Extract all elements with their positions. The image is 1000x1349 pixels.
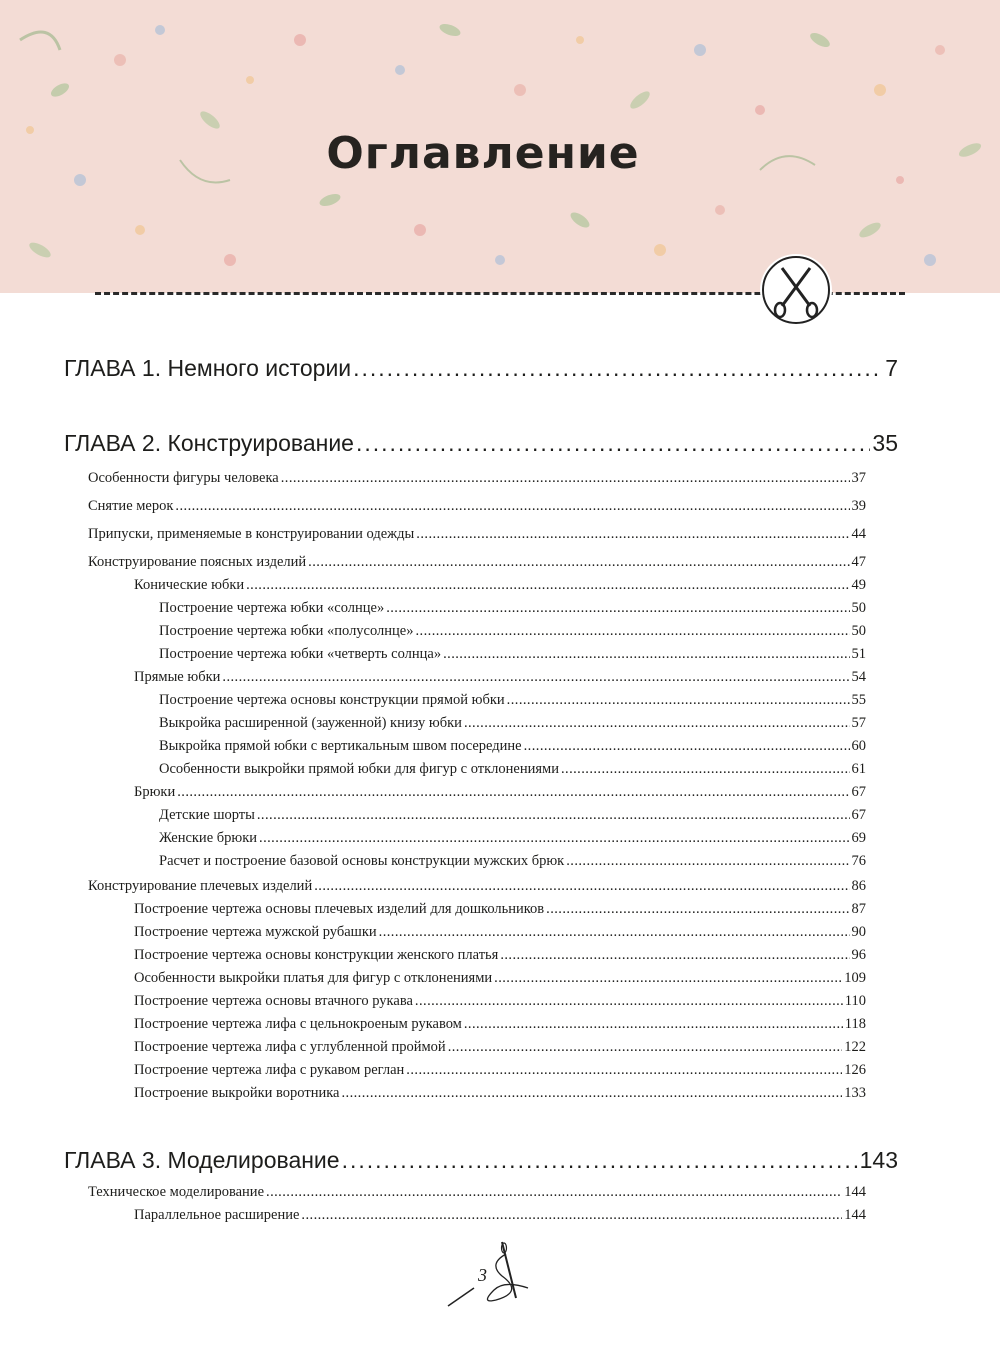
entry-label: Построение чертежа юбки «солнце» bbox=[159, 600, 385, 616]
toc-entry[interactable] bbox=[134, 993, 866, 1010]
toc-entry[interactable] bbox=[134, 1016, 866, 1033]
entry-label: Выкройка прямой юбки с вертикальным швом посередине bbox=[159, 738, 522, 754]
leader-dots bbox=[500, 947, 849, 964]
toc-entry[interactable] bbox=[134, 970, 866, 987]
entry-page: 144 bbox=[844, 1184, 866, 1200]
entry-page: 54 bbox=[851, 669, 866, 685]
entry-label: Построение чертежа основы конструкции прямой юбки bbox=[159, 692, 505, 708]
toc-entry[interactable] bbox=[159, 807, 866, 824]
toc-entry[interactable] bbox=[159, 853, 866, 870]
entry-page: 39 bbox=[851, 498, 866, 514]
leader-dots bbox=[416, 623, 850, 640]
leader-dots bbox=[308, 554, 849, 571]
entry-label: Построение чертежа основы втачного рукава bbox=[134, 993, 413, 1009]
toc-entry[interactable] bbox=[134, 1085, 866, 1102]
entry-page: 109 bbox=[844, 970, 866, 986]
leader-dots bbox=[177, 784, 849, 801]
leader-dots bbox=[379, 924, 850, 941]
toc-entry[interactable] bbox=[88, 498, 866, 515]
chapter-label: ГЛАВА 2. Конструирование bbox=[64, 430, 354, 456]
entry-label: Снятие мерок bbox=[88, 498, 174, 514]
entry-label: Техническое моделирование bbox=[88, 1184, 265, 1200]
toc-entry[interactable] bbox=[159, 830, 866, 847]
entry-label: Припуски, применяемые в конструировании одежды bbox=[88, 526, 415, 542]
leader-dots bbox=[175, 498, 849, 515]
leader-dots bbox=[386, 600, 849, 617]
entry-label: Построение чертежа юбки «четверть солнца» bbox=[159, 646, 442, 662]
leader-dots bbox=[353, 355, 883, 382]
entry-page: 60 bbox=[851, 738, 866, 754]
entry-page: 122 bbox=[844, 1039, 866, 1055]
entry-label: Конструирование поясных изделий bbox=[88, 554, 307, 570]
entry-page: 76 bbox=[851, 853, 866, 869]
toc-entry[interactable] bbox=[134, 1062, 866, 1079]
entry-page: 61 bbox=[851, 761, 866, 777]
entry-page: 126 bbox=[844, 1062, 866, 1078]
toc-entry[interactable] bbox=[134, 784, 866, 801]
toc-entry[interactable] bbox=[134, 901, 866, 918]
entry-label: Построение чертежа юбки «полусолнце» bbox=[159, 623, 414, 639]
chapter-label: ГЛАВА 3. Моделирование bbox=[64, 1147, 340, 1173]
toc-entry[interactable] bbox=[134, 1039, 866, 1056]
toc-entry[interactable] bbox=[159, 715, 866, 732]
entry-label: Женские брюки bbox=[159, 830, 258, 846]
entry-label: Особенности выкройки прямой юбки для фигур с отклонениями bbox=[159, 761, 559, 777]
entry-label: Построение чертежа лифа с цельнокроеным рукавом bbox=[134, 1016, 462, 1032]
entry-label: Конические юбки bbox=[134, 577, 245, 593]
toc-entry[interactable] bbox=[134, 669, 866, 686]
entry-page: 87 bbox=[851, 901, 866, 917]
entry-page: 90 bbox=[851, 924, 866, 940]
needle-thread-icon bbox=[440, 1236, 550, 1316]
entry-page: 96 bbox=[851, 947, 866, 963]
chapter-label: ГЛАВА 1. Немного истории bbox=[64, 355, 352, 381]
leader-dots bbox=[257, 807, 850, 824]
toc-entry[interactable] bbox=[134, 947, 866, 964]
leader-dots bbox=[406, 1062, 842, 1079]
entry-page: 67 bbox=[851, 807, 866, 823]
entry-page: 44 bbox=[851, 526, 866, 542]
entry-page: 67 bbox=[851, 784, 866, 800]
leader-dots bbox=[259, 830, 849, 847]
leader-dots bbox=[507, 692, 850, 709]
entry-label: Построение чертежа лифа с рукавом реглан bbox=[134, 1062, 405, 1078]
chapter-1-entry[interactable] bbox=[64, 355, 898, 382]
entry-label: Прямые юбки bbox=[134, 669, 221, 685]
leader-dots bbox=[416, 526, 849, 543]
toc-entry[interactable] bbox=[88, 1184, 866, 1201]
leader-dots bbox=[443, 646, 849, 663]
toc-entry[interactable] bbox=[134, 577, 866, 594]
entry-label: Построение чертежа мужской рубашки bbox=[134, 924, 377, 940]
leader-dots bbox=[464, 715, 850, 732]
entry-page: 69 bbox=[851, 830, 866, 846]
header-banner bbox=[0, 0, 1000, 293]
leader-dots bbox=[301, 1207, 842, 1224]
entry-label: Брюки bbox=[134, 784, 176, 800]
leader-dots bbox=[246, 577, 849, 594]
entry-page: 50 bbox=[851, 600, 866, 616]
leader-dots bbox=[415, 993, 843, 1010]
leader-dots bbox=[464, 1016, 843, 1033]
entry-label: Построение чертежа лифа с углубленной проймой bbox=[134, 1039, 446, 1055]
entry-page: 110 bbox=[844, 993, 866, 1009]
entry-label: Конструирование плечевых изделий bbox=[88, 878, 313, 894]
toc-entry[interactable] bbox=[159, 600, 866, 617]
entry-label: Особенности фигуры человека bbox=[88, 470, 279, 486]
entry-label: Выкройка расширенной (зауженной) книзу юбки bbox=[159, 715, 462, 731]
page-number: 3 bbox=[478, 1265, 487, 1285]
leader-dots bbox=[566, 853, 849, 870]
leader-dots bbox=[281, 470, 850, 487]
leader-dots bbox=[546, 901, 849, 918]
entry-page: 86 bbox=[851, 878, 866, 894]
leader-dots bbox=[524, 738, 850, 755]
entry-label: Детские шорты bbox=[159, 807, 255, 823]
entry-page: 49 bbox=[851, 577, 866, 593]
entry-page: 51 bbox=[851, 646, 866, 662]
entry-label: Особенности выкройки платья для фигур с отклонениями bbox=[134, 970, 493, 986]
scissors-icon bbox=[760, 254, 832, 326]
leader-dots bbox=[342, 1147, 858, 1174]
entry-label: Построение чертежа основы плечевых изделий для дошкольников bbox=[134, 901, 545, 917]
toc-entry[interactable] bbox=[159, 646, 866, 663]
leader-dots bbox=[266, 1184, 842, 1201]
entry-label: Расчет и построение базовой основы конструкции мужских брюк bbox=[159, 853, 565, 869]
entry-page: 144 bbox=[844, 1207, 866, 1223]
entry-page: 57 bbox=[851, 715, 866, 731]
chapter-page: 143 bbox=[859, 1147, 898, 1173]
leader-dots bbox=[448, 1039, 843, 1056]
entry-page: 50 bbox=[851, 623, 866, 639]
toc-entry[interactable] bbox=[88, 554, 866, 571]
chapter-3-entry[interactable] bbox=[64, 1147, 898, 1174]
entry-label: Построение чертежа основы конструкции женского платья bbox=[134, 947, 499, 963]
toc-entry[interactable] bbox=[134, 924, 866, 941]
entry-page: 118 bbox=[844, 1016, 866, 1032]
toc-entry[interactable] bbox=[159, 738, 866, 755]
entry-label: Параллельное расширение bbox=[134, 1207, 300, 1223]
toc-entry[interactable] bbox=[88, 470, 866, 487]
leader-dots bbox=[341, 1085, 842, 1102]
toc-entry[interactable] bbox=[88, 878, 866, 895]
entry-page: 47 bbox=[851, 554, 866, 570]
leader-dots bbox=[222, 669, 849, 686]
entry-page: 37 bbox=[851, 470, 866, 486]
toc-entry[interactable] bbox=[88, 526, 866, 543]
entry-page: 55 bbox=[851, 692, 866, 708]
toc-entry[interactable] bbox=[159, 761, 866, 778]
toc-entry[interactable] bbox=[159, 692, 866, 709]
page-title: Оглавление bbox=[326, 128, 640, 179]
leader-dots bbox=[356, 430, 870, 457]
chapter-page: 35 bbox=[872, 430, 898, 456]
leader-dots bbox=[314, 878, 849, 895]
toc-entry[interactable] bbox=[159, 623, 866, 640]
chapter-2-entry[interactable] bbox=[64, 430, 898, 457]
entry-page: 133 bbox=[844, 1085, 866, 1101]
leader-dots bbox=[494, 970, 842, 987]
entry-label: Построение выкройки воротника bbox=[134, 1085, 340, 1101]
chapter-page: 7 bbox=[885, 355, 898, 381]
toc-entry[interactable] bbox=[134, 1207, 866, 1224]
leader-dots bbox=[561, 761, 850, 778]
